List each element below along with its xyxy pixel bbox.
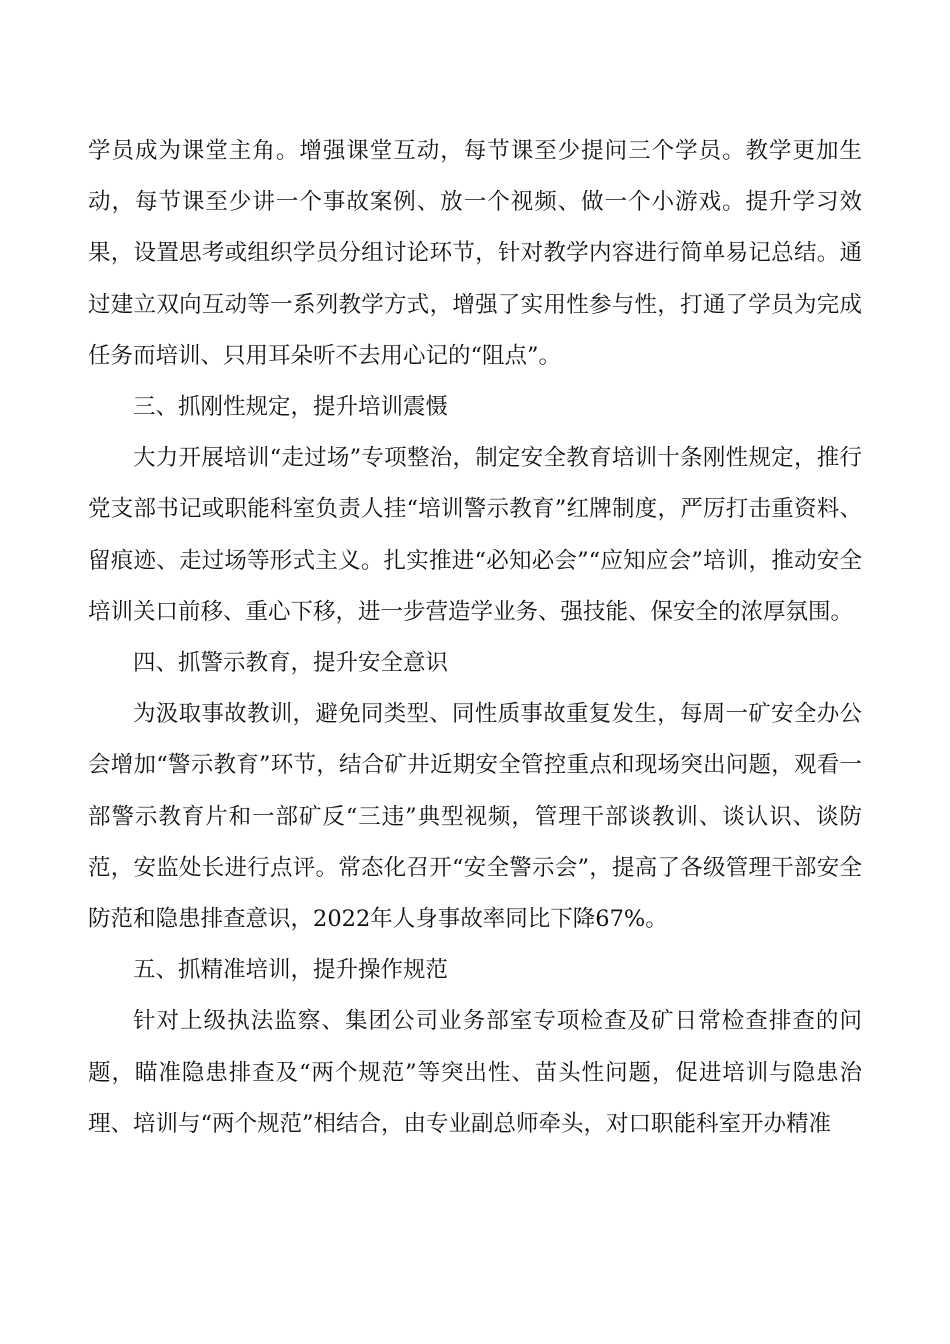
heading-text: 五、抓精准培训，提升操作规范 (133, 957, 449, 984)
paragraph-text: 学员成为课堂主角。增强课堂互动，每节课至少提问三个学员。教学更加生动，每节课至少讲一个事故案例、放一个视频、做一个小游戏。提升学习效果，设置思考或组织学员分组讨论环节，针对教学内容进行简单易记总结。通过建立双向互动等一系列教学方式，增强了实用性参与性，打通了学员为完成任务而培训、只用耳朵听不去用心记的“阻点”。 (88, 138, 862, 369)
paragraph-training-rules (88, 433, 862, 638)
paragraph-student-interaction (88, 126, 862, 382)
paragraph-text: 大力开展培训“走过场”专项整治，制定安全教育培训十条刚性规定，推行党支部书记或职能科室负责人挂“培训警示教育”红牌制度，严厉打击重资料、留痕迹、走过场等形式主义。扎实推进“必知必会”“应知应会”培训，推动安全培训关口前移、重心下移，进一步营造学业务、强技能、保安全的浓厚氛围。 (88, 445, 862, 625)
document-body (88, 126, 862, 1150)
paragraph-warning-education (88, 689, 862, 945)
section-heading-four (88, 638, 862, 689)
heading-text: 三、抓刚性规定，提升培训震慑 (133, 394, 449, 421)
section-heading-five (88, 945, 862, 996)
paragraph-text: 针对上级执法监察、集团公司业务部室专项检查及矿日常检查排查的问题，瞄准隐患排查及“两个规范”等突出性、苗头性问题，促进培训与隐患治理、培训与“两个规范”相结合，由专业副总师牵头，对口职能科室开办精准 (88, 1008, 862, 1137)
section-heading-three (88, 382, 862, 433)
paragraph-text: 为汲取事故教训，避免同类型、同性质事故重复发生，每周一矿安全办公会增加“警示教育”环节，结合矿井近期安全管控重点和现场突出问题，观看一部警示教育片和一部矿反“三违”典型视频，管理干部谈教训、谈认识、谈防范，安监处长进行点评。常态化召开“安全警示会”，提高了各级管理干部安全防范和隐患排查意识，2022年人身事故率同比下降67%。 (88, 701, 862, 933)
paragraph-precise-training (88, 996, 862, 1150)
heading-text: 四、抓警示教育，提升安全意识 (133, 650, 449, 677)
